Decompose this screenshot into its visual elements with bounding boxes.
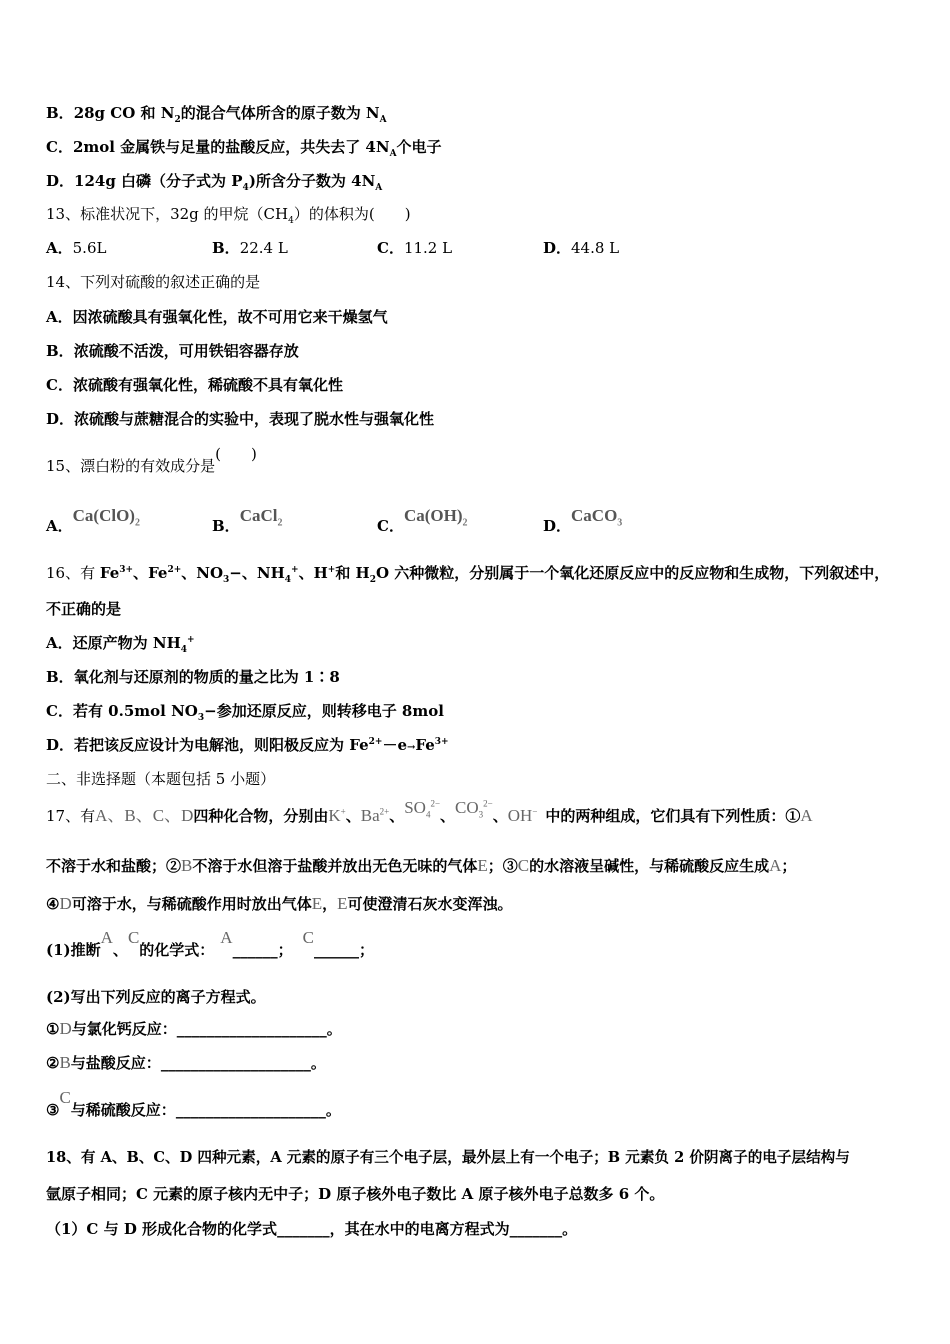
stem-text: 16、有 (46, 564, 100, 582)
stem-text: ，其在水中的电离方程式为 (329, 1220, 510, 1238)
separator: ； (358, 941, 374, 959)
ion-text: CO (455, 798, 479, 817)
answer-blank-r2[interactable]: ____________________ (160, 1054, 311, 1072)
option-label: B． (46, 342, 74, 360)
q16-option-a[interactable] (46, 633, 195, 653)
superscript: 2+ (167, 565, 182, 575)
formula (571, 506, 623, 529)
q17-reaction-2 (46, 1053, 326, 1073)
superscript: 3+ (119, 565, 134, 575)
q15-option-b[interactable] (212, 506, 283, 536)
separator: 、 (107, 806, 125, 825)
q16-option-c[interactable] (46, 701, 444, 721)
stem-text: ④ (46, 895, 60, 913)
stem-text: 。 (325, 1101, 341, 1119)
stem-text: 的化学式： (139, 941, 215, 959)
ion-k (328, 806, 345, 825)
answer-blank-ionization[interactable]: _______ (509, 1220, 563, 1238)
ion-text: 、H (298, 564, 328, 582)
compound-label: C (59, 1088, 71, 1107)
option-text: 5.6L (72, 239, 107, 257)
compound-label: C (127, 928, 140, 947)
superscript: + (187, 635, 195, 645)
stem-text: 与氯化钙反应： (71, 1020, 177, 1038)
compound-label: A (769, 856, 782, 875)
q15-option-a[interactable] (46, 506, 140, 536)
compound-label: D (59, 1019, 72, 1038)
subscript: 3 (197, 713, 205, 723)
ion-text: 、NH (241, 564, 285, 582)
ion-text: Ba (360, 806, 380, 825)
q17-part2: (2)写出下列反应的离子方程式。 (46, 988, 266, 1006)
q14-stem: 14、下列对硫酸的叙述正确的是 (46, 273, 261, 291)
stem-text: 四种化合物，分别由 (193, 807, 329, 825)
option-text: 2mol 金属铁与足量的盐酸反应，共失去了 4N (72, 138, 390, 156)
stem-text: 和 H (335, 564, 370, 582)
superscript: 2+ (379, 806, 390, 817)
option-label: B． (212, 239, 240, 257)
option-text: 浓硫酸有强氧化性，稀硫酸不具有氧化性 (72, 376, 343, 394)
q13-option-d[interactable] (543, 238, 619, 258)
compound-label: C (152, 806, 165, 825)
stem-text: 与稀硫酸反应： (70, 1101, 176, 1119)
q16-option-d[interactable] (46, 735, 449, 758)
stem-text: 。 (310, 1054, 326, 1072)
subscript: 2 (369, 575, 376, 585)
ion-ba (361, 806, 389, 825)
q12-option-b[interactable] (46, 103, 387, 123)
compound-label: A (220, 928, 233, 947)
q16-stem-line1 (46, 563, 889, 583)
option-label: B． (46, 668, 74, 686)
stem-text: 可使澄清石灰水变浑浊。 (347, 895, 513, 913)
separator: 、 (389, 807, 405, 825)
formula-text: CaCl (239, 506, 278, 525)
compound-label: E (311, 894, 323, 913)
option-text: 44.8 L (571, 239, 620, 257)
ion-text: 、NO (181, 564, 224, 582)
stem-text: ① (46, 1020, 60, 1038)
compound-label: E (337, 894, 348, 913)
q16-option-b[interactable] (46, 667, 340, 687)
formula (72, 506, 140, 529)
subscript: 4 (180, 645, 188, 655)
formula (239, 506, 283, 529)
option-label: D． (46, 736, 75, 754)
ion-text: Fe (148, 564, 168, 582)
q17-stem-line2 (46, 856, 796, 876)
ion-text: Fe (99, 564, 120, 582)
stem-text: 不溶于水和盐酸；② (46, 857, 182, 875)
superscript: 2− (430, 798, 441, 809)
q16-stem-line2: 不正确的是 (46, 600, 122, 618)
separator: 、 (135, 806, 153, 825)
stem-text: O 六种微粒，分别属于一个氧化还原反应中的反应物和生成物，下列叙述中， (375, 564, 890, 582)
answer-blank-a[interactable]: ______ (232, 941, 278, 959)
option-label: B． (46, 104, 74, 122)
q17-reaction-3 (46, 1088, 341, 1120)
ion-text: OH (507, 806, 533, 825)
compound-label: B (59, 1053, 71, 1072)
subscript: 4 (242, 183, 249, 193)
option-label: D． (543, 517, 572, 535)
compound-label: B (181, 856, 193, 875)
option-text: Fe (415, 736, 435, 754)
compound-label: D (181, 806, 194, 825)
option-text: 因浓硫酸具有强氧化性，故不可用它来干燥氢气 (72, 308, 388, 326)
stem-text: 可溶于水，与稀硫酸作用时放出气体 (71, 895, 312, 913)
subscript: 2 (134, 517, 140, 529)
stem-text: ）的体积为( ) (293, 205, 411, 223)
q13-option-a[interactable] (46, 238, 106, 258)
q13-option-c[interactable] (377, 238, 452, 258)
q17-part1 (46, 928, 374, 960)
separator: 、 (345, 807, 361, 825)
q12-option-d[interactable] (46, 171, 382, 191)
superscript: + (291, 565, 299, 575)
q14-option-a[interactable] (46, 307, 388, 327)
q17-reaction-1 (46, 1019, 342, 1039)
option-label: C． (377, 517, 404, 535)
ion-text: K (328, 806, 341, 825)
subscript: 2 (277, 517, 283, 529)
subscript: 2 (462, 517, 468, 529)
stem-text: ； (781, 857, 797, 875)
option-label: B． (212, 517, 240, 535)
stem-text: 17、有 (46, 807, 96, 825)
superscript: + (340, 806, 346, 817)
option-text: 28g CO 和 N (73, 104, 175, 122)
subscript: 4 (425, 809, 431, 820)
option-label: A． (46, 517, 73, 535)
option-text: 若有 0.5mol NO (72, 702, 198, 720)
compound-label: A (800, 806, 813, 825)
subscript: 4 (288, 216, 294, 226)
separator: 、 (492, 807, 508, 825)
formula (403, 506, 468, 529)
subscript: A (375, 183, 383, 193)
option-text: 浓硫酸不活泼，可用铁铝容器存放 (73, 342, 299, 360)
formula-text: Ca(ClO) (72, 506, 135, 525)
stem-text: 不溶于水但溶于盐酸并放出无色无味的气体 (192, 857, 478, 875)
subscript: 3 (478, 809, 484, 820)
compound-label: C (517, 856, 530, 875)
option-text: －e (382, 736, 407, 754)
ion-oh (508, 806, 538, 825)
answer-paren: ( ) (215, 445, 257, 463)
stem-text: 15、漂白粉的有效成分是 (46, 457, 216, 475)
stem-text: 13、标准状况下，32g 的甲烷（CH (46, 205, 289, 223)
arrow-icon: → (406, 742, 416, 753)
separator: 、 (440, 807, 456, 825)
q13-option-b[interactable] (212, 238, 288, 258)
subscript: 3 (223, 575, 230, 585)
option-text: 浓硫酸与蔗糖混合的实验中，表现了脱水性与强氧化性 (74, 410, 435, 428)
option-label: A． (46, 239, 73, 257)
option-label: A． (46, 634, 73, 652)
compound-label: A (100, 928, 113, 947)
stem-text: ③ (46, 1101, 60, 1119)
stem-text: 。 (326, 1020, 342, 1038)
q17-stem-line3 (46, 894, 513, 914)
q18-part1 (46, 1219, 577, 1239)
ion-text: SO (404, 798, 426, 817)
formula-text: Ca(OH) (403, 506, 463, 525)
option-label: C． (377, 239, 404, 257)
q13-stem (46, 204, 411, 224)
superscript: 2− (483, 798, 493, 809)
separator: 、 (133, 564, 149, 582)
option-text: 参加还原反应，则转移电子 8mol (216, 702, 444, 720)
option-label: A． (46, 308, 73, 326)
option-text: 个电子 (396, 138, 442, 156)
q15-stem (46, 445, 257, 476)
answer-blank-formula[interactable]: _______ (277, 1220, 330, 1238)
q18-stem-line1: 18、有 A、B、C、D 四种元素，A 元素的原子有三个电子层，最外层上有一个电子；B 元素负 2 价阴离子的电子层结构与 (46, 1149, 850, 1166)
option-text: 还原产物为 NH (72, 634, 181, 652)
subscript: 4 (284, 575, 292, 585)
q14-option-c[interactable] (46, 375, 343, 395)
q14-option-b[interactable] (46, 341, 299, 361)
compound-label: C (302, 928, 314, 947)
option-text: 124g 白磷（分子式为 P (74, 172, 243, 190)
stem-text: 中的两种组成，它们具有下列性质：① (545, 807, 801, 825)
answer-blank-r3[interactable]: ____________________ (175, 1101, 326, 1119)
stem-text: ② (46, 1054, 60, 1072)
q14-option-d[interactable] (46, 409, 434, 429)
charge: − (229, 564, 242, 582)
stem-text: 与盐酸反应： (70, 1054, 161, 1072)
formula-text: CaCO (571, 506, 618, 525)
option-text: 若把该反应设计为电解池，则阳极反应为 Fe (74, 736, 369, 754)
q15-option-d[interactable] (543, 506, 623, 536)
section-heading: 二、非选择题（本题包括 5 小题） (46, 770, 276, 788)
subscript: 3 (617, 517, 623, 529)
compound-label: B (124, 806, 136, 825)
separator: 、 (112, 941, 128, 959)
superscript: 2+ (368, 737, 383, 747)
option-label: C． (46, 376, 73, 394)
compound-label: E (477, 856, 488, 875)
option-label: C． (46, 702, 73, 720)
option-label: C． (46, 138, 73, 156)
option-text: 22.4 L (239, 239, 288, 257)
compound-label: A (95, 806, 108, 825)
subscript: A (389, 149, 397, 159)
q17-stem-line1 (46, 798, 813, 826)
superscript: 3+ (434, 737, 449, 747)
subscript: 2 (174, 115, 181, 125)
answer-blank-r1[interactable]: ____________________ (176, 1020, 327, 1038)
option-text: 的混合气体所含的原子数为 N (180, 104, 380, 122)
ion-co3 (455, 798, 493, 820)
option-text: )所含分子数为 4N (248, 172, 376, 190)
compound-label: D (59, 894, 72, 913)
charge: − (204, 702, 217, 720)
q15-option-c[interactable] (377, 506, 468, 536)
separator: 、 (164, 806, 182, 825)
q18-stem-line2: 氩原子相同；C 元素的原子核内无中子；D 原子核外电子数比 A 原子核外电子总数多 6 个。 (46, 1185, 665, 1203)
option-label: D． (46, 172, 75, 190)
separator: ； (277, 941, 293, 959)
stem-text: ；③ (487, 857, 518, 875)
option-label: D． (46, 410, 75, 428)
superscript: − (532, 806, 538, 817)
ion-so4 (404, 798, 441, 820)
stem-text: 。 (562, 1220, 578, 1238)
option-label: D． (543, 239, 572, 257)
answer-blank-c[interactable]: ______ (313, 941, 359, 959)
superscript: + (327, 565, 336, 575)
stem-text: ， (322, 895, 338, 913)
stem-text: （1）C 与 D 形成化合物的化学式 (46, 1220, 278, 1238)
option-text: 11.2 L (403, 239, 453, 257)
part-label: (1)推断 (46, 941, 101, 959)
subscript: A (379, 115, 387, 125)
q12-option-c[interactable] (46, 137, 442, 157)
option-text: 氧化剂与还原剂的物质的量之比为 1∶8 (73, 668, 340, 686)
stem-text: 的水溶液呈碱性，与稀硫酸反应生成 (529, 857, 770, 875)
